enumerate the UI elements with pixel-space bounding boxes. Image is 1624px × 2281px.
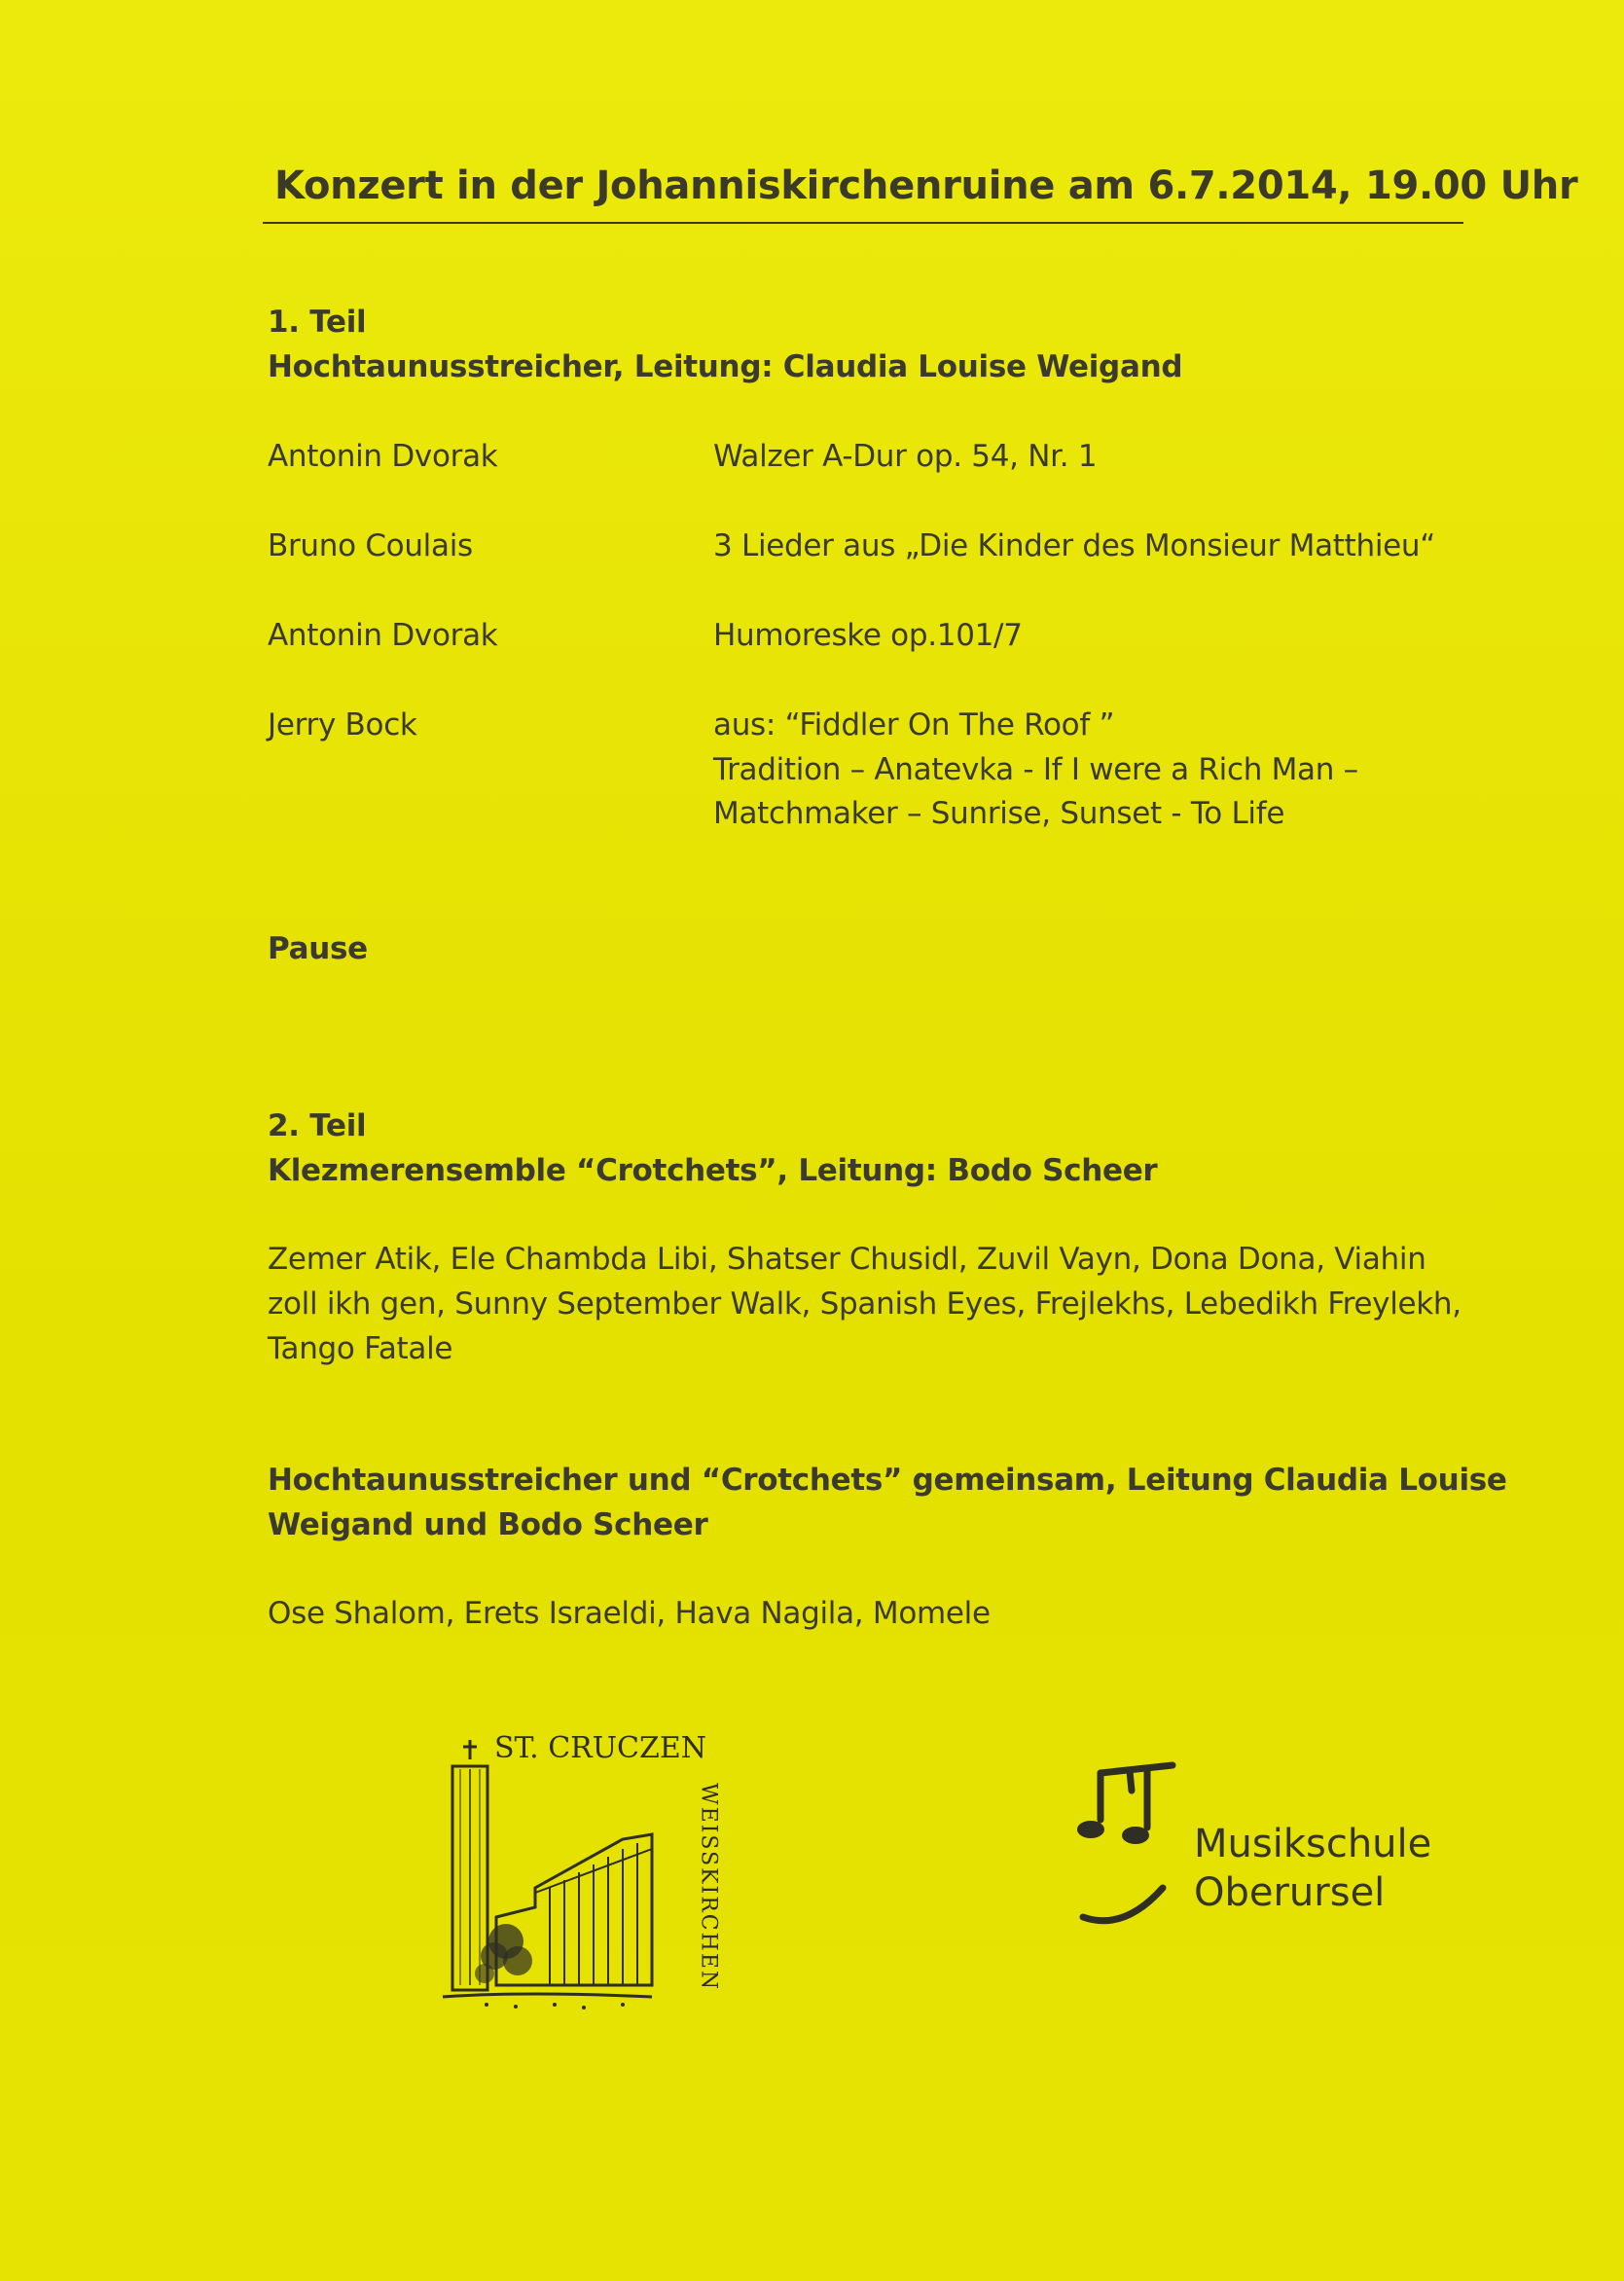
weisskirchen-side-text: WEISSKIRCHEN bbox=[696, 1783, 721, 1992]
part1-heading: 1. Teil bbox=[268, 305, 367, 340]
piece-1-work: Walzer A-Dur op. 54, Nr. 1 bbox=[713, 439, 1098, 474]
piece-3-work: Humoreske op.101/7 bbox=[713, 618, 1023, 653]
piece-3-composer: Antonin Dvorak bbox=[268, 618, 498, 653]
st-cruczen-logo bbox=[428, 1722, 740, 2024]
piece-2-composer: Bruno Coulais bbox=[268, 528, 473, 563]
musikschule-text: Musikschule bbox=[1194, 1822, 1432, 1866]
part2-ensemble: Klezmerensemble “Crotchets”, Leitung: Bodo Scheer bbox=[268, 1153, 1158, 1188]
piece-4-composer: Jerry Bock bbox=[268, 707, 417, 742]
pause-label: Pause bbox=[268, 931, 368, 966]
part1-ensemble: Hochtaunusstreicher, Leitung: Claudia Louise Weigand bbox=[268, 349, 1183, 384]
joint-ensemble-line1: Hochtaunusstreicher und “Crotchets” gemeinsam, Leitung Claudia Louise bbox=[268, 1463, 1507, 1498]
concert-title: Konzert in der Johanniskirchenruine am 6.7.2014, 19.00 Uhr bbox=[274, 163, 1578, 208]
music-note-smile-icon bbox=[1065, 1752, 1202, 1927]
part2-pieces-line2: zoll ikh gen, Sunny September Walk, Spanish Eyes, Frejlekhs, Lebedikh Freylekh, bbox=[268, 1286, 1462, 1322]
part2-pieces-line3: Tango Fatale bbox=[268, 1331, 453, 1366]
joint-ensemble-line2: Weigand und Bodo Scheer bbox=[268, 1507, 708, 1542]
joint-pieces: Ose Shalom, Erets Israeldi, Hava Nagila, Momele bbox=[268, 1596, 991, 1631]
st-cruczen-title: ST. CRUCZEN bbox=[494, 1731, 706, 1765]
church-drawing-icon bbox=[428, 1722, 740, 2024]
piece-4-work-line2: Tradition – Anatevka - If I were a Rich Man – bbox=[713, 752, 1358, 787]
piece-1-composer: Antonin Dvorak bbox=[268, 439, 498, 474]
piece-4-work: aus: “Fiddler On The Roof ” bbox=[713, 707, 1115, 742]
piece-2-work: 3 Lieder aus „Die Kinder des Monsieur Matthieu“ bbox=[713, 528, 1436, 563]
oberursel-text: Oberursel bbox=[1194, 1870, 1386, 1915]
part2-pieces-line1: Zemer Atik, Ele Chambda Libi, Shatser Chusidl, Zuvil Vayn, Dona Dona, Viahin bbox=[268, 1242, 1426, 1277]
title-underline bbox=[263, 222, 1463, 224]
piece-4-work-line3: Matchmaker – Sunrise, Sunset - To Life bbox=[713, 796, 1285, 831]
part2-heading: 2. Teil bbox=[268, 1108, 367, 1143]
